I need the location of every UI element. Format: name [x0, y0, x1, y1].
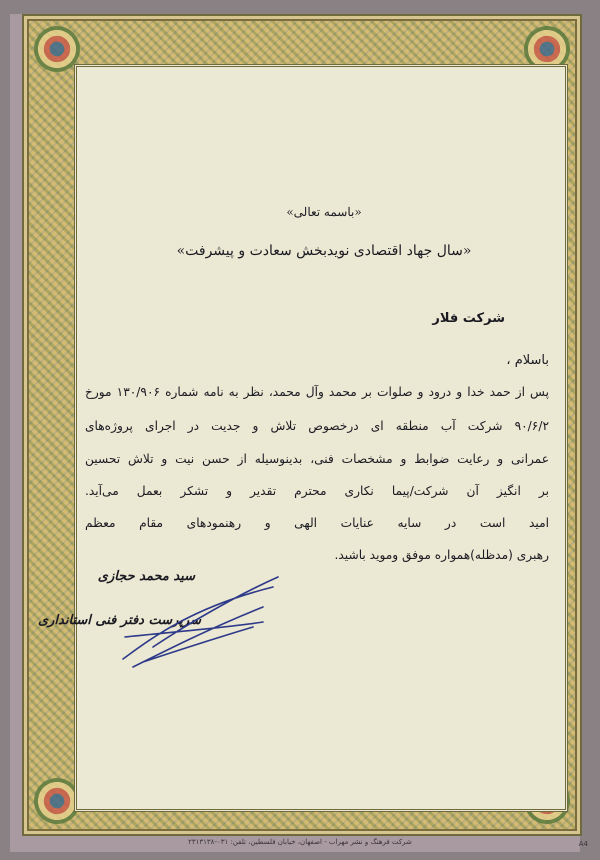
signatory-name: سید محمد حجازی [97, 569, 195, 584]
body-line: بر انگیز آن شرکت/پیما نکاری محترم تقدیر و تشکر بعمل می‌آید. [85, 484, 549, 498]
signatory-title: سرپرست دفتر فنی استانداری [37, 613, 201, 628]
year-slogan: «سال جهاد اقتصادی نویدبخش سعادت و پیشرفت» [176, 243, 472, 259]
body-line: پس از حمد خدا و درود و صلوات بر محمد وآل محمد، نظر به نامه شماره ۱۳۰/۹۰۶ مورخ [85, 385, 549, 399]
body-line: ۹۰/۶/۲ شرکت آب منطقه ای درخصوص تلاش و جدیت در اجرای پروژه‌های [85, 419, 549, 433]
handwritten-signature-icon [113, 567, 283, 677]
ornamental-border [22, 14, 582, 836]
body-line: رهبری (مدظله)همواره موفق وموید باشید. [334, 548, 549, 562]
body-line: امید است در سایه عنایات الهی و رهنمودهای مقام معظم [85, 516, 549, 530]
printer-footer: شرکت فرهنگ و نشر مهراب - اصفهان، خیابان فلسطین، تلفن: ۰۳۱-۲۳۱۳۱۳۸ [188, 838, 412, 846]
letter-body [37, 64, 568, 812]
body-line: عمرانی و رعایت ضوابط و مشخصات فنی، بدینوسیله از حسن نیت و تلاش تحسین [85, 452, 549, 466]
invocation-heading: «باسمه تعالی» [286, 205, 362, 219]
greeting: باسلام ، [506, 353, 549, 368]
recipient-name: شرکت فلار [432, 311, 505, 326]
paper-size-code: A4 [578, 840, 588, 848]
